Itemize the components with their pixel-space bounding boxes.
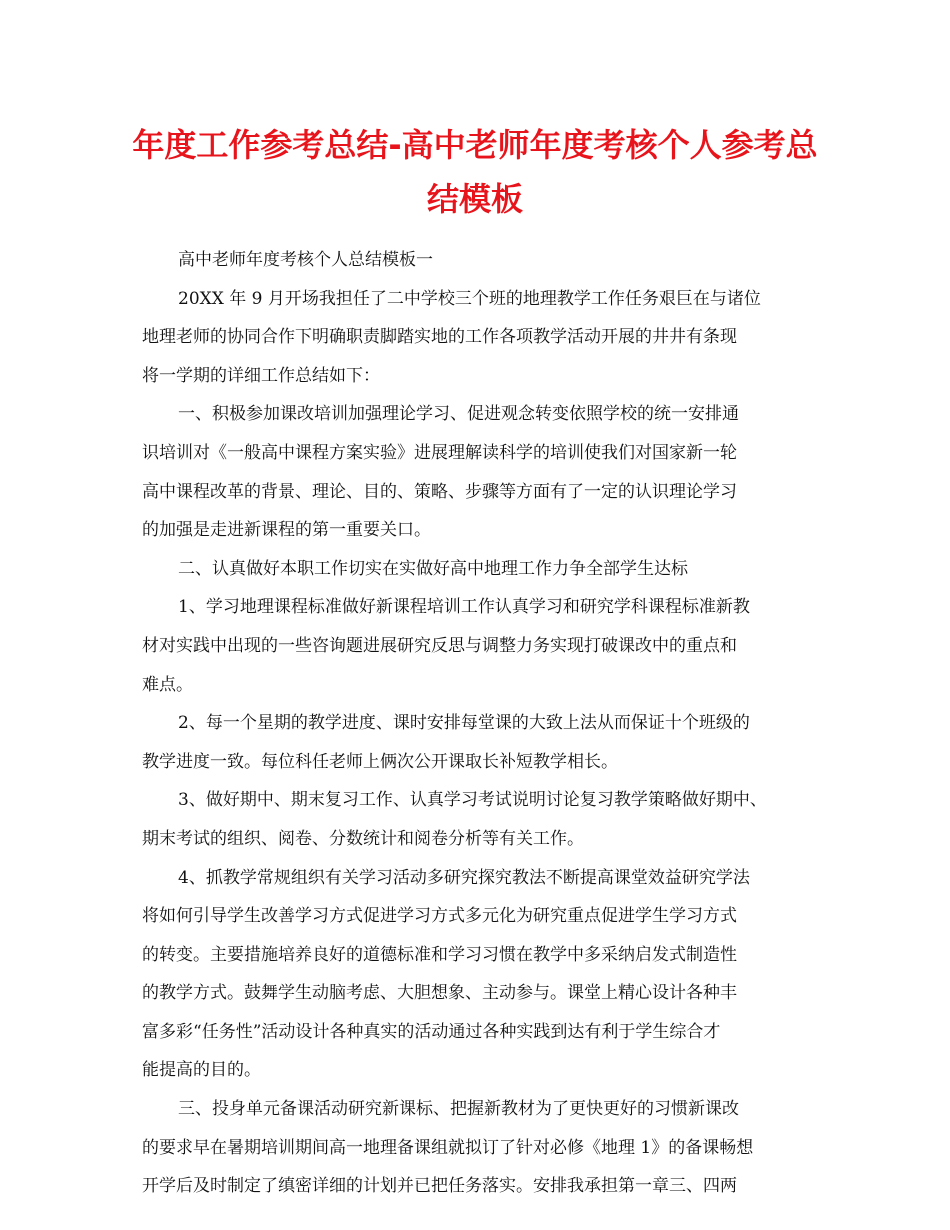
document-body	[142, 241, 822, 1206]
paragraph-line: 将如何引导学生改善学习方式促进学习方式多元化为研究重点促进学生学习方式	[142, 906, 737, 927]
paragraph-line: 材对实践中出现的一些咨询题进展研究反思与调整力务实现打破课改中的重点和	[142, 635, 737, 656]
paragraph-line: 富多彩“任务性”活动设计各种真实的活动通过各种实践到达有利于学生综合才	[142, 1021, 721, 1042]
paragraph-line: 高中老师年度考核个人总结模板一	[178, 250, 433, 270]
paragraph-line: 的要求早在暑期培训期间高一地理备课组就拟订了针对必修《地理 1》的备课畅想	[142, 1137, 754, 1158]
paragraph-line: 3、做好期中、期末复习工作、认真学习考试说明讨论复习教学策略做好期中、	[178, 790, 767, 811]
paragraph-line: 的教学方式。鼓舞学生动脑考虑、大胆想象、主动参与。课堂上精心设计各种丰	[142, 983, 737, 1004]
paragraph-line: 能提高的目的。	[142, 1060, 261, 1081]
paragraph-line: 将一学期的详细工作总结如下：	[142, 365, 380, 386]
paragraph-line: 4、抓教学常规组织有关学习活动多研究探究教法不断提高课堂效益研究学法	[178, 867, 750, 888]
paragraph-line: 1、学习地理课程标准做好新课程培训工作认真学习和研究学科课程标准新教	[178, 597, 750, 618]
document-title	[100, 118, 850, 226]
paragraph-line: 高中课程改革的背景、理论、目的、策略、步骤等方面有了一定的认识理论学习	[142, 481, 737, 502]
paragraph-line: 期末考试的组织、阅卷、分数统计和阅卷分析等有关工作。	[142, 828, 584, 849]
paragraph-line: 难点。	[142, 674, 193, 695]
paragraph-line: 教学进度一致。每位科任老师上俩次公开课取长补短教学相长。	[142, 751, 618, 772]
paragraph-line: 地理老师的协同合作下明确职责脚踏实地的工作各项教学活动开展的井井有条现	[142, 327, 737, 348]
paragraph-line: 二、认真做好本职工作切实在实做好高中地理工作力争全部学生达标	[178, 558, 688, 579]
title-line: 年度工作参考总结-高中老师年度考核个人参考总	[132, 126, 818, 164]
paragraph-line: 的加强是走进新课程的第一重要关口。	[142, 520, 431, 541]
paragraph-line: 识培训对《一般高中课程方案实验》进展理解读科学的培训使我们对国家新一轮	[142, 442, 737, 463]
paragraph-line: 三、投身单元备课活动研究新课标、把握新教材为了更快更好的习惯新课改	[178, 1099, 739, 1120]
title-line: 结模板	[426, 180, 523, 218]
paragraph-line: 一、积极参加课改培训加强理论学习、促进观念转变依照学校的统一安排通	[178, 404, 739, 425]
paragraph-line: 20XX 年 9 月开场我担任了二中学校三个班的地理教学工作任务艰巨在与诸位	[178, 288, 761, 309]
paragraph-line: 开学后及时制定了缜密详细的计划并已把任务落实。安排我承担第一章三、四两	[142, 1176, 737, 1197]
paragraph-line: 2、每一个星期的教学进度、课时安排每堂课的大致上法从而保证十个班级的	[178, 713, 750, 734]
paragraph-line: 的转变。主要措施培养良好的道德标准和学习习惯在教学中多采纳启发式制造性	[142, 944, 737, 965]
